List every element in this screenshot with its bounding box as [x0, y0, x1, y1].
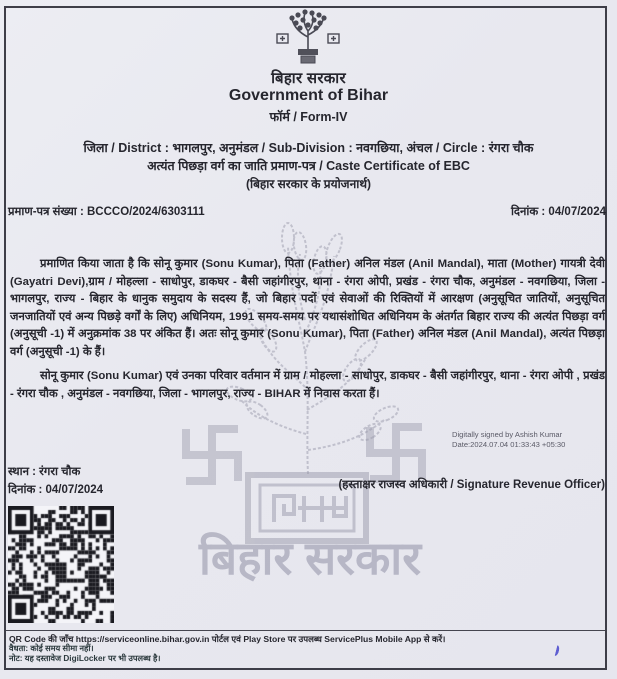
revenue-officer-signature-line: (हस्ताक्षर राजस्व अधिकारी / Signature Revenue Officer)	[338, 479, 605, 491]
bihar-emblem-icon	[268, 7, 348, 65]
certificate-body-paragraph: प्रमाणित किया जाता है कि सोनू कुमार (Sonu Kumar), पिता (Father) अनिल मंडल (Anil Mandal), माता (Mother) गायत्री देवी (Gayatri Devi),ग्राम / मोहल्ला - साधोपुर, डाकघर - बैसी जहांगीरपुर, थाना - रंगरा ओपी, प्रखंड - रंगरा चौक, अनुमंडल - नवगछिया, जिला - भागलपुर, राज्य - बिहार के धानुक समुदाय के सदस्य हैं, जो बिहार पदों एवं सेवाओं की रिक्तियों में आरक्षण (अनुसूचित जातियों, अनुसूचित जनजातियों एवं अन्य पिछड़े वर्गों के लिए) अधिनियम, 1991 समय-समय पर यथासंशोधित अधिनियम के अंतर्गत बिहार राज्य की अत्यंत पिछड़ा वर्ग (अनुसूची -1) में अनुक्रमांक 38 पर अंकित हैं। अतः सोनू कुमार (Sonu Kumar), पिता (Father) अनिल मंडल (Anil Mandal), अत्यंत पिछड़ा वर्ग (अनुसूची -1) के हैं।	[10, 258, 605, 358]
certificate-title: अत्यंत पिछड़ा वर्ग का जाति प्रमाण-पत्र / Caste Certificate of EBC	[147, 159, 470, 173]
form-number: फॉर्म / Form-IV	[269, 110, 348, 124]
district-subdivision-circle-line: जिला / District : भागलपुर, अनुमंडल / Sub-Division : नवगछिया, अंचल / Circle : रंगरा चौक	[83, 141, 534, 155]
purpose-line: (बिहार सरकार के प्रयोजनार्थ)	[245, 177, 372, 191]
footer-notes	[6, 630, 605, 664]
digital-signature-stamp	[452, 430, 565, 449]
place-line: स्थान : रंगरा चौक	[8, 466, 81, 478]
government-title-hindi: बिहार सरकार	[271, 70, 346, 87]
residence-paragraph: सोनू कुमार (Sonu Kumar) एवं उनका परिवार वर्तमान में ग्राम / मोहल्ला - साधोपुर, डाकघर - बैसी जहांगीरपुर, थाना - रंगरा ओपी , प्रखंड - रंगरा चौक , अनुमंडल - नवगछिया, जिला - भागलपुर, राज्य - BIHAR में निवास करता हैं।	[10, 370, 605, 400]
footer-digilocker-note: नोट: यह दस्तावेज DigiLocker पर भी उपलब्ध है।	[9, 654, 161, 663]
certificate-number: प्रमाण-पत्र संख्या : BCCCO/2024/6303111	[8, 206, 205, 218]
qr-code	[8, 506, 114, 623]
meta-row	[8, 204, 606, 219]
issue-date: दिनांक : 04/07/2024	[510, 206, 606, 218]
digital-signature-date: Date:2024.07.04 01:33:43 +05:30	[452, 439, 566, 449]
footer-qr-verification-note: QR Code की जाँच https://serviceonline.bihar.gov.in पोर्टल एवं Play Store पर उपलब्ध ServicePlus Mobile App से करें।	[9, 633, 446, 644]
qr-code-icon	[8, 506, 114, 623]
date-line: दिनांक : 04/07/2024	[8, 484, 104, 496]
watermark-text: बिहार सरकार	[198, 532, 422, 584]
government-title-english: Government of Bihar	[228, 87, 389, 104]
digital-signature-signer: Digitally signed by Ashish Kumar	[452, 430, 563, 439]
footer-validity-note: वैधता: कोई समय सीमा नहीं।	[9, 644, 94, 653]
